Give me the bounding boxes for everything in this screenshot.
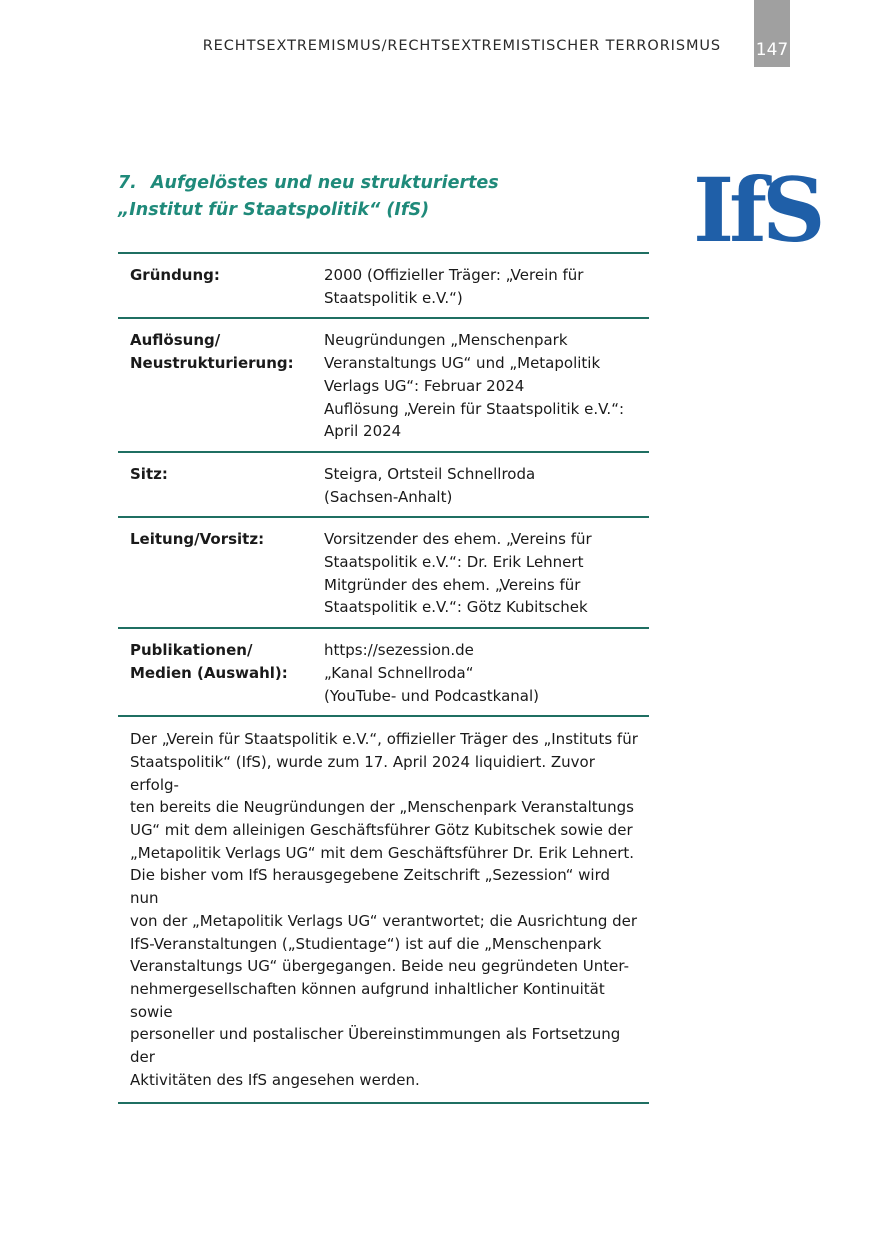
factsheet-row-dissolution [118,319,649,453]
section-title-line1: Aufgelöstes und neu strukturiertes [151,173,499,193]
row-label: Gründung: [130,266,220,284]
page-number: 147 [754,0,790,67]
section-title-line2: „Institut für Staatspolitik“ (IfS) [118,200,430,220]
row-label: Leitung/Vorsitz: [130,530,265,549]
row-value: Neugründungen „Menschenpark Veranstaltungs UG“ und „Metapolitik Verlags UG“: Februar 2024 Auflösung „Verein für Staatspolitik e.V.“: April 2024 [324,331,625,441]
factsheet-description: Der „Verein für Staatspolitik e.V.“, offizieller Träger des „Instituts für Staatspolitik“ (IfS), wurde zum 17. April 2024 liquidiert. Zuvor erfolg- ten bereits die Neugründungen der „Menschenpark Veranstaltungs UG“ mit dem alleinigen Geschäftsführer Götz Kubitschek sowie der „Metapolitik Verlags UG“ mit dem Geschäftsführer Dr. Erik Lehnert. Die bisher vom IfS herausgegebene Zeitschrift „Sezession“ wird nun von der „Metapolitik Verlags UG“ verantwortet; die Ausrichtung der IfS-Veranstaltungen („Studientage“) ist auf die „Menschenpark Veranstaltungs UG“ übergegangen. Beide neu gegründeten Unter- nehmergesellschaften können aufgrund inhaltlicher Kontinuität sowie personeller und postalischer Übereinstimmungen als Fortsetzung der Aktivitäten des IfS angesehen werden. [118,717,649,1103]
row-value: 2000 (Offizieller Träger: „Verein für Staatspolitik e.V.“) [324,266,584,307]
row-label: Sitz: [130,464,168,483]
factsheet-row-seat [118,453,649,518]
section-title [118,170,499,224]
row-value: Vorsitzender des ehem. „Vereins für Staatspolitik e.V.“: Dr. Erik Lehnert Mitgründer des ehem. „Vereins für Staatspolitik e.V.“: Götz Kubitschek [324,530,592,617]
factsheet-table [118,252,649,1104]
factsheet-row-publications [118,629,649,717]
section-number: 7. [118,173,137,193]
row-value: https://sezession.de „Kanal Schnellroda“ (YouTube- und Podcastkanal) [324,641,540,705]
factsheet-row-leadership [118,518,649,629]
row-label: Publikationen/ Medien (Auswahl): [130,641,288,682]
row-label: Auflösung/ Neustrukturierung: [130,331,294,373]
running-header: RECHTSEXTREMISMUS/RECHTSEXTREMISTISCHER TERRORISMUS [202,38,721,54]
row-value: Steigra, Ortsteil Schnellroda (Sachsen-Anhalt) [324,464,536,506]
factsheet-row-founding [118,254,649,319]
ifs-logo: IfS [693,158,821,262]
